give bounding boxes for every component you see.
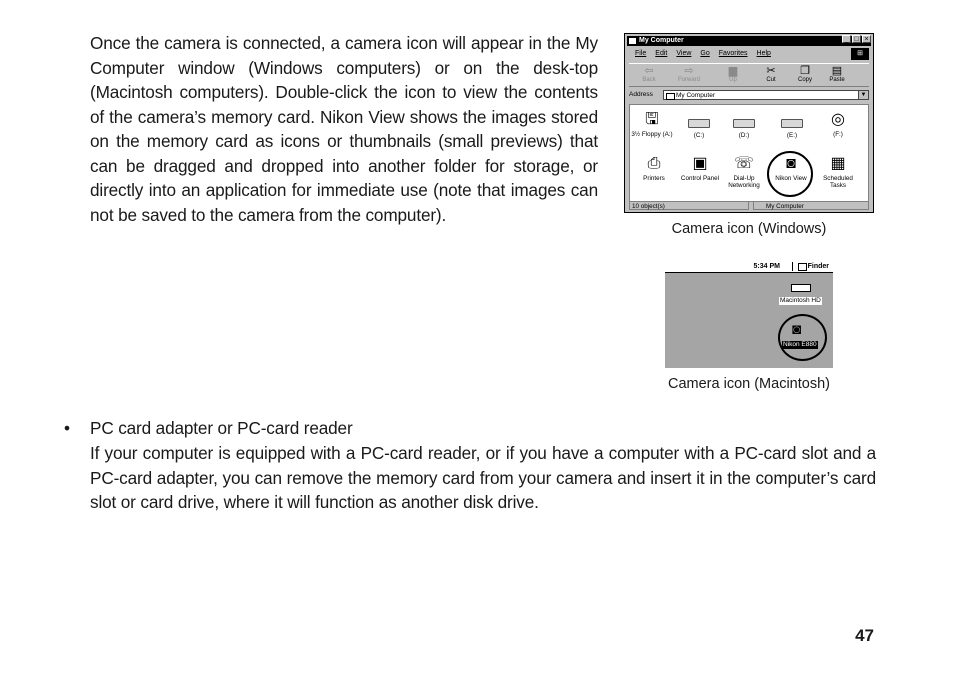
drive-c — [677, 111, 721, 139]
toolbar-paste-label: Paste — [829, 77, 845, 83]
drive-label: (E:) — [786, 132, 798, 139]
mac-clock: 5:34 PM — [753, 263, 780, 270]
menu-go: Go — [700, 50, 710, 57]
address-bar — [629, 88, 869, 102]
minimize-icon: _ — [842, 35, 851, 43]
folder-printers — [632, 155, 676, 182]
toolbar-forward — [675, 65, 703, 83]
dropdown-arrow-icon: ▼ — [858, 91, 868, 99]
maximize-icon: □ — [852, 35, 861, 43]
folder-label: Nikon View — [775, 175, 807, 182]
folder-scheduled-tasks — [816, 155, 860, 189]
menu-bar — [635, 49, 771, 59]
toolbar-cut — [757, 65, 785, 83]
windows-logo-icon: ⊞ — [851, 48, 869, 60]
mac-menu-bar — [665, 261, 833, 273]
hard-drive-icon — [781, 119, 803, 128]
drive-label: (F:) — [833, 131, 843, 138]
forward-arrow-icon: ⇨ — [684, 65, 694, 77]
toolbar-cut-label: Cut — [766, 77, 776, 83]
folder-label: Control Panel — [680, 175, 720, 182]
floppy-drive — [630, 111, 674, 138]
drive-e — [770, 111, 814, 139]
back-arrow-icon: ⇦ — [644, 65, 654, 77]
toolbar-forward-label: Forward — [677, 77, 700, 83]
printer-icon: ⎙ — [647, 155, 661, 172]
menu-view: View — [676, 50, 692, 57]
my-computer-content — [629, 104, 869, 202]
caption-windows: Camera icon (Windows) — [671, 221, 827, 237]
status-objects: 10 object(s) — [629, 201, 749, 210]
window-title: My Computer — [639, 37, 684, 44]
highlight-circle-windows — [767, 151, 813, 197]
folder-label: Dial-Up Networking — [728, 175, 760, 189]
cd-drive-icon: ◎ — [831, 111, 845, 128]
folder-control-panel — [678, 155, 722, 182]
windows-my-computer-screenshot — [624, 33, 874, 213]
camera-icon: ◙ — [786, 155, 796, 172]
menu-separator — [792, 262, 793, 271]
bullet-title: PC card adapter or PC-card reader — [90, 418, 353, 438]
status-bar — [629, 201, 869, 210]
folder-label: Scheduled Tasks — [823, 175, 853, 189]
toolbar-copy — [791, 65, 819, 83]
hard-drive-icon — [688, 119, 710, 128]
drive-label: 3½ Floppy (A:) — [631, 131, 673, 138]
mac-camera-label: Nikon E880 — [783, 341, 817, 348]
toolbar-copy-label: Copy — [797, 77, 812, 83]
camera-icon: ◙ — [792, 321, 802, 338]
copy-icon: ❐ — [800, 65, 810, 77]
menu-file: File — [635, 50, 647, 57]
folder-dial-up — [722, 155, 766, 189]
address-field — [663, 90, 869, 100]
scissors-icon: ✂ — [766, 65, 776, 77]
toolbar-up — [719, 65, 747, 83]
folder-label: Printers — [643, 175, 665, 182]
mac-hd-label: Macintosh HD — [780, 297, 821, 304]
toolbar-back-label: Back — [642, 77, 656, 83]
menu-favorites: Favorites — [718, 50, 748, 57]
drive-d — [722, 111, 766, 139]
paste-icon: ▤ — [831, 65, 843, 77]
scheduled-tasks-icon: ▦ — [830, 155, 846, 172]
address-value: My Computer — [676, 92, 716, 99]
highlight-circle-mac — [778, 314, 827, 361]
floppy-drive-icon: 🖫 — [645, 111, 659, 128]
toolbar-up-label: Up — [729, 77, 737, 83]
bullet-mark: • — [64, 418, 71, 438]
window-title-bar — [627, 36, 871, 46]
dial-up-icon: ☏ — [733, 155, 754, 172]
close-icon: × — [862, 35, 871, 43]
status-location: My Computer — [753, 201, 869, 210]
caption-macintosh: Camera icon (Macintosh) — [668, 376, 830, 392]
toolbar-back — [635, 65, 663, 83]
page-number: 47 — [855, 626, 874, 645]
up-folder-icon: ▆ — [728, 65, 738, 77]
drive-f — [816, 111, 860, 138]
drive-label: (D:) — [738, 132, 750, 139]
computer-icon — [629, 38, 636, 44]
menu-help: Help — [756, 50, 771, 57]
address-label: Address — [629, 91, 653, 98]
hard-disk-icon — [791, 284, 811, 292]
window-controls — [842, 35, 871, 43]
menu-edit: Edit — [655, 50, 668, 57]
control-panel-icon: ▣ — [692, 155, 708, 172]
hard-drive-icon — [733, 119, 755, 128]
toolbar — [629, 63, 869, 87]
toolbar-paste — [823, 65, 851, 83]
intro-paragraph: Once the camera is connected, a camera icon will appear in the My Computer window (Windows computers) or on the desk-top (Macintosh computers). Double-click the icon to view the contents of the camera’s memory card. Nikon View shows the images stored on the memory card as icons or thumbnails (small previews) that can be dragged and dropped into another folder for storage, or directly into an application for immediate use (note that images can not be saved to the camera from the computer). — [90, 33, 598, 225]
drive-label: (C:) — [693, 132, 705, 139]
bullet-body: If your computer is equipped with a PC-card reader, or if you have a computer with a PC-card slot and a PC-card adapter, you can remove the memory card from your camera and insert it in the computer’s card slot or card drive, where it will function as another disk drive. — [90, 443, 876, 512]
mac-app-menu: Finder — [798, 261, 829, 272]
